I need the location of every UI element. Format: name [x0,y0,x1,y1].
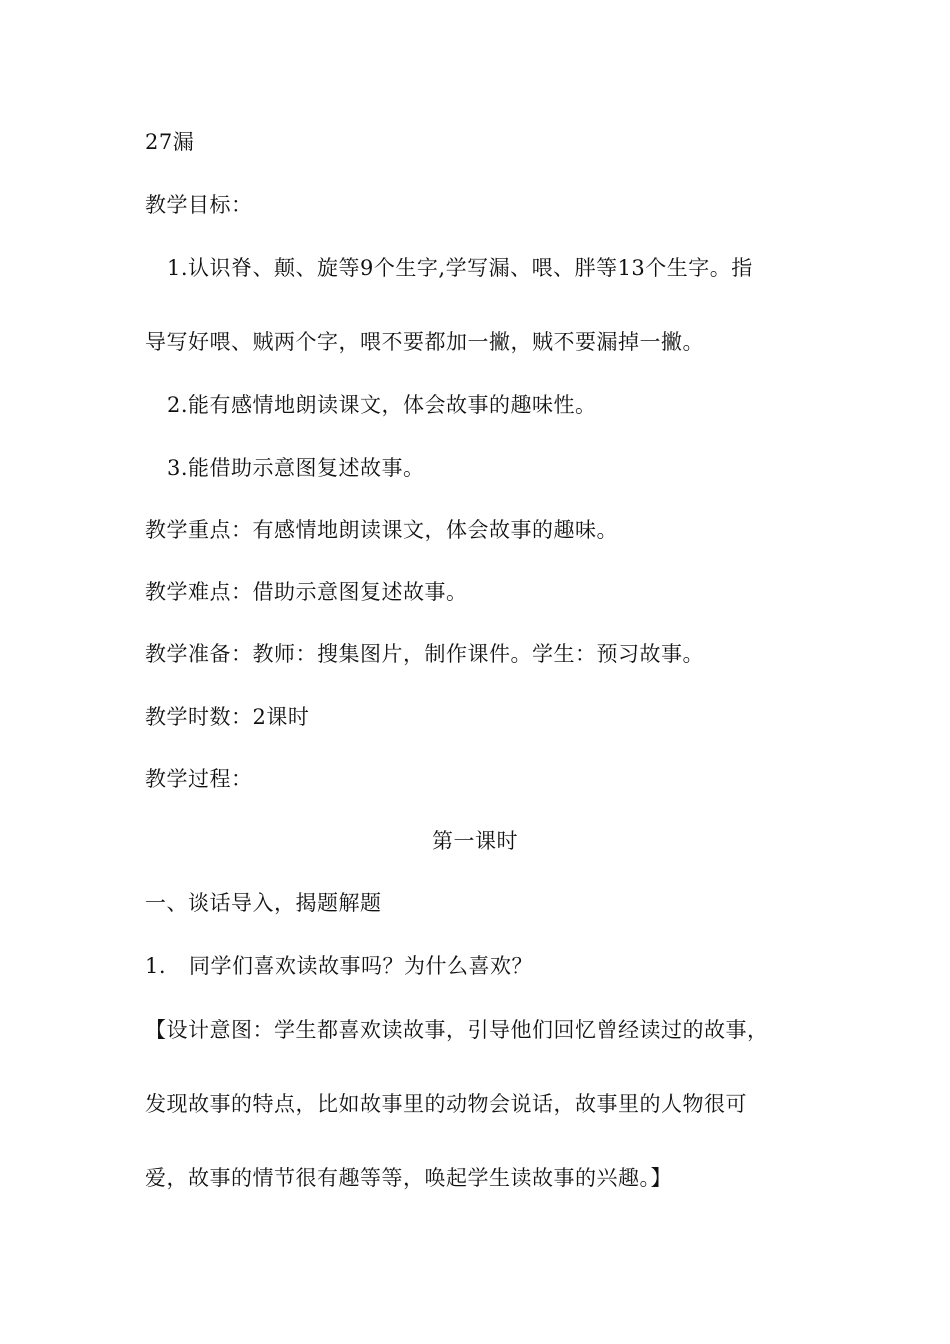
objective-1-line-1: 1.认识脊、颠、旋等9个生字,学写漏、喂、胖等13个生字。指 [167,256,753,280]
step-1-text: 同学们喜欢读故事吗？为什么喜欢？ [189,954,533,978]
preparation: 教学准备：教师：搜集图片，制作课件。学生：预习故事。 [145,642,704,666]
objectives-heading: 教学目标： [145,193,253,217]
section-1-heading: 一、谈话导入，揭题解题 [145,891,382,915]
design-intent-line-2: 发现故事的特点，比如故事里的动物会说话，故事里的人物很可 [145,1092,747,1116]
objective-1-line-2: 导写好喂、贼两个字，喂不要都加一撇，贼不要漏掉一撇。 [145,330,704,354]
step-1-number: 1. [145,954,167,978]
step-1 [145,953,533,979]
objective-3: 3.能借助示意图复述故事。 [167,456,425,480]
design-intent-line-1: 【设计意图：学生都喜欢读故事，引导他们回忆曾经读过的故事， [145,1018,769,1042]
process-heading: 教学过程： [145,767,253,791]
key-point: 教学重点：有感情地朗读课文，体会故事的趣味。 [145,518,618,542]
design-intent-line-3: 爱，故事的情节很有趣等等，唤起学生读故事的兴趣。】 [145,1166,672,1190]
lesson-title: 27漏 [145,130,195,154]
teaching-hours: 教学时数：2课时 [145,705,310,729]
difficulty: 教学难点：借助示意图复述故事。 [145,580,468,604]
objective-2: 2.能有感情地朗读课文，体会故事的趣味性。 [167,393,597,417]
lesson-heading: 第一课时 [432,829,518,853]
